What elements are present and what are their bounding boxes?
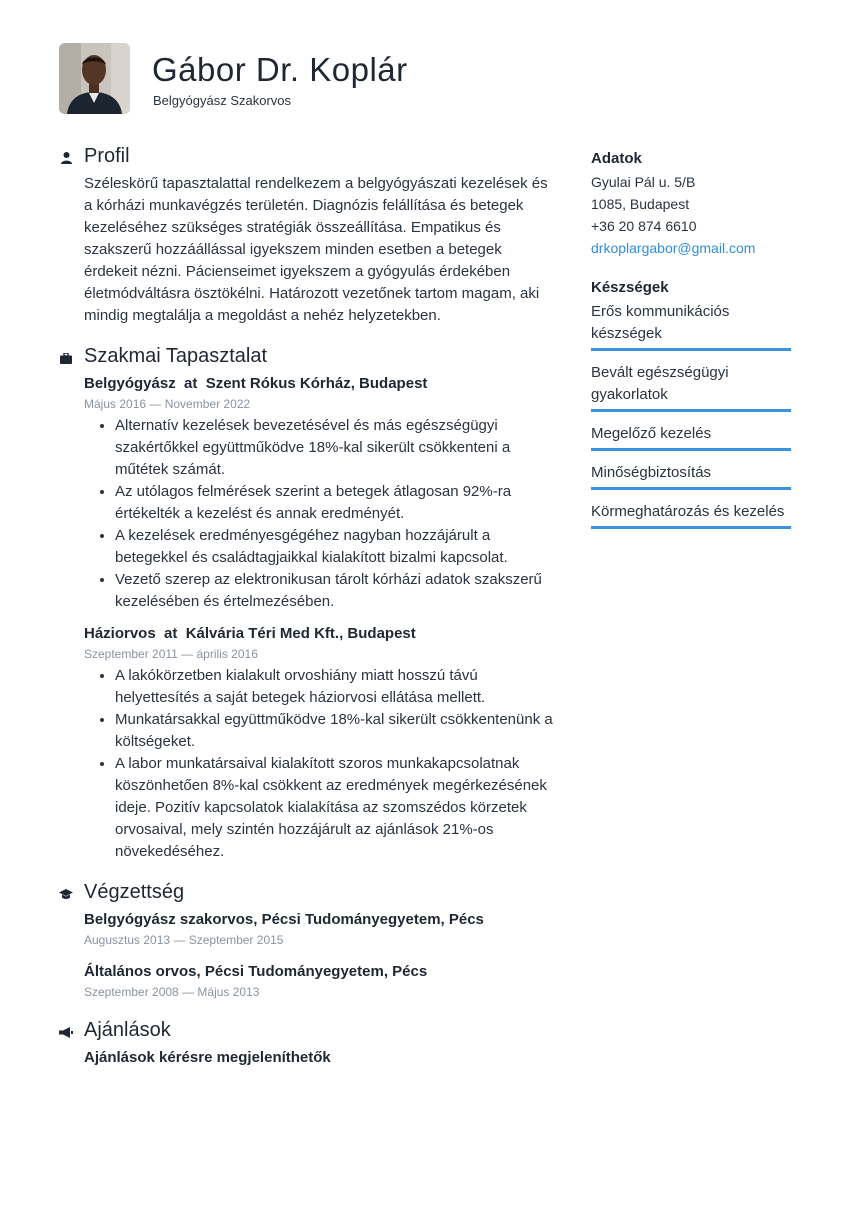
references-header: [59, 1019, 559, 1045]
education-title: Általános orvos, Pécsi Tudományegyetem, Pécs: [84, 963, 428, 980]
references-heading: Ajánlások: [84, 1019, 171, 1041]
experience-heading: Szakmai Tapasztalat: [84, 345, 268, 367]
graduation-cap-icon: [59, 887, 73, 901]
job-bullet: • Az utólagos felmérések szerint a betegek átlagosan 92%-ra értékelték a kezelést és annak eredményét.: [115, 481, 559, 525]
details-section: [591, 150, 791, 259]
experience-section: [59, 345, 559, 863]
education-entry: [84, 909, 559, 949]
skills-heading: Készségek: [591, 279, 669, 296]
education-section: [59, 881, 559, 1001]
job-bullet: • Alternatív kezelések bevezetésével és más egészségügyi szakértőkkel együttműködve 18%-kal sikerült csökkenteni a műtétek számát.: [115, 415, 559, 481]
briefcase-icon: [59, 351, 73, 365]
profile-text: Széleskörű tapasztalattal rendelkezem a belgyógyászati kezelések és a kórházi munkavégzés területén. Diagnózis felállítása és betegek kezeléséhez szükséges stratégiák összeállítása. Empatikus és szakszerű hozzáállással igyekszem minden esetben a betegek érdekeit nézni. Pácienseimet igyekszem a gyógyulás érdekében életmódváltásra ösztökélni. Határozott vezetőnek tartom magam, aki mindig megtalálja a megoldást a nehéz helyzetekben.: [84, 175, 548, 324]
avatar: [59, 43, 130, 114]
education-heading: Végzettség: [84, 881, 185, 903]
profile-heading: Profil: [84, 145, 130, 167]
job-bullet: • A kezelések eredményesgégéhez nagyban hozzájárult a betegekkel és családtagjaikkal kialakított bizalmi kapcsolat.: [115, 525, 559, 569]
skill-level-bar: [591, 526, 791, 529]
profile-photo: [59, 43, 130, 114]
education-title: Belgyógyász szakorvos, Pécsi Tudományegyetem, Pécs: [84, 911, 484, 928]
job-bullets: [84, 415, 559, 613]
references-text: Ajánlások kérésre megjeleníthetők: [84, 1049, 331, 1066]
experience-header: [59, 345, 559, 371]
job-entry: [84, 373, 559, 613]
job-dates: Május 2016 — November 2022: [84, 397, 251, 411]
candidate-name: Gábor Dr. Koplár: [152, 51, 408, 88]
skill-label: Megelőző kezelés: [591, 425, 712, 442]
address-line-2: 1085, Budapest: [591, 196, 690, 212]
candidate-title: Belgyógyász Szakorvos: [153, 93, 292, 108]
skill-level-bar: [591, 409, 791, 412]
profile-header: [59, 145, 559, 171]
skill-label: Bevált egészségügyi gyakorlatok: [591, 364, 729, 403]
education-dates: Augusztus 2013 — Szeptember 2015: [84, 933, 284, 947]
details-heading: Adatok: [591, 150, 642, 167]
job-bullet: • A lakókörzetben kialakult orvoshiány miatt hosszú távú helyettesítés a saját betegek háziorvosi ellátása mellett.: [115, 665, 559, 709]
job-bullet: • Vezető szerep az elektronikusan tárolt kórházi adatok szakszerű kezelésében és értelmezésében.: [115, 569, 559, 613]
skill-level-bar: [591, 448, 791, 451]
resume-header: [59, 43, 799, 115]
skill-level-bar: [591, 487, 791, 490]
skills-section: [591, 279, 791, 529]
megaphone-icon: [59, 1025, 73, 1039]
job-dates: Szeptember 2011 — április 2016: [84, 647, 258, 661]
skill-label: Minőségbiztosítás: [591, 464, 712, 481]
job-title: Belgyógyász at Szent Rókus Kórház, Budapest: [84, 375, 428, 392]
main-column: [59, 145, 559, 1087]
job-bullet: • Munkatársakkal együttműködve 18%-kal sikerült csökkentenünk a költségeket.: [115, 709, 559, 753]
skill-level-bar: [591, 348, 791, 351]
person-icon: [59, 151, 73, 165]
references-section: [59, 1019, 559, 1069]
education-dates: Szeptember 2008 — Május 2013: [84, 985, 260, 999]
email-link[interactable]: drkoplargabor@gmail.com: [591, 240, 756, 256]
sidebar: [591, 150, 791, 539]
phone-number: +36 20 874 6610: [591, 218, 697, 234]
education-header: [59, 881, 559, 907]
skill-label: Erős kommunikációs készségek: [591, 303, 730, 342]
education-entry: [84, 961, 559, 1001]
skill-label: Körmeghatározás és kezelés: [591, 503, 785, 520]
profile-section: [59, 145, 559, 327]
address-line-1: Gyulai Pál u. 5/B: [591, 174, 696, 190]
job-bullet: • A labor munkatársaival kialakított szoros munkakapcsolatnak köszönhetően 8%-kal csökkent az eredmények megérkezésének ideje. Pozitív kapcsolatok kialakítása az szomszédos körzetek orvosaival, mely szintén hozzájárult az ajánlások 21%-os növekedéséhez.: [115, 753, 559, 863]
job-entry: [84, 623, 559, 863]
job-title: Háziorvos at Kálvária Téri Med Kft., Budapest: [84, 625, 416, 642]
job-bullets: [84, 665, 559, 863]
